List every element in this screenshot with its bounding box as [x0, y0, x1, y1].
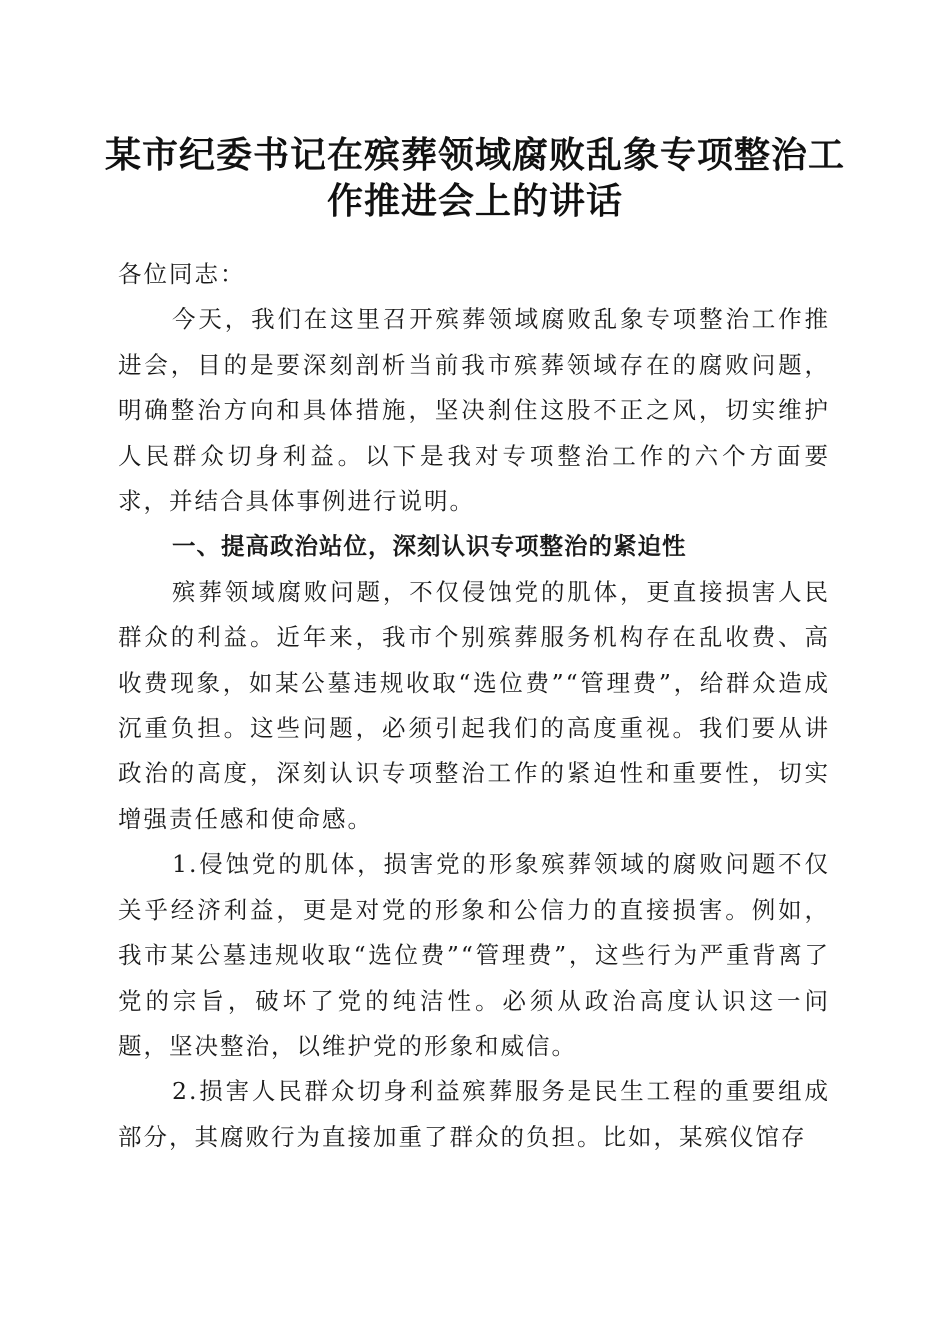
- salutation: 各位同志：: [118, 260, 246, 288]
- document-title: 某市纪委书记在殡葬领域腐败乱象专项整治工作推进会上的讲话: [104, 134, 845, 222]
- section-heading: 一、提高政治站位，深刻认识专项整治的紧迫性: [172, 532, 687, 561]
- point-2-paragraph: 2.损害人民群众切身利益殡葬服务是民生工程的重要组成部分，其腐败行为直接加重了群众的负担。比如，某殡仪馆存: [118, 1077, 830, 1151]
- section-paragraph: 殡葬领域腐败问题，不仅侵蚀党的肌体，更直接损害人民群众的利益。近年来，我市个别殡葬服务机构存在乱收费、高收费现象，如某公墓违规收取“选位费”“管理费”，给群众造成沉重负担。这些问题，必须引起我们的高度重视。我们要从讲政治的高度，深刻认识专项整治工作的紧迫性和重要性，切实增强责任感和使命感。: [118, 577, 830, 833]
- intro-paragraph: 今天，我们在这里召开殡葬领域腐败乱象专项整治工作推进会，目的是要深刻剖析当前我市殡葬领域存在的腐败问题，明确整治方向和具体措施，坚决刹住这股不正之风，切实维护人民群众切身利益。以下是我对专项整治工作的六个方面要求，并结合具体事例进行说明。: [118, 305, 830, 516]
- point-1-paragraph: 1.侵蚀党的肌体，损害党的形象殡葬领域的腐败问题不仅关乎经济利益，更是对党的形象和公信力的直接损害。例如，我市某公墓违规收取“选位费”“管理费”，这些行为严重背离了党的宗旨，破坏了党的纯洁性。必须从政治高度认识这一问题，坚决整治，以维护党的形象和威信。: [118, 850, 830, 1060]
- document-body: [118, 252, 830, 1160]
